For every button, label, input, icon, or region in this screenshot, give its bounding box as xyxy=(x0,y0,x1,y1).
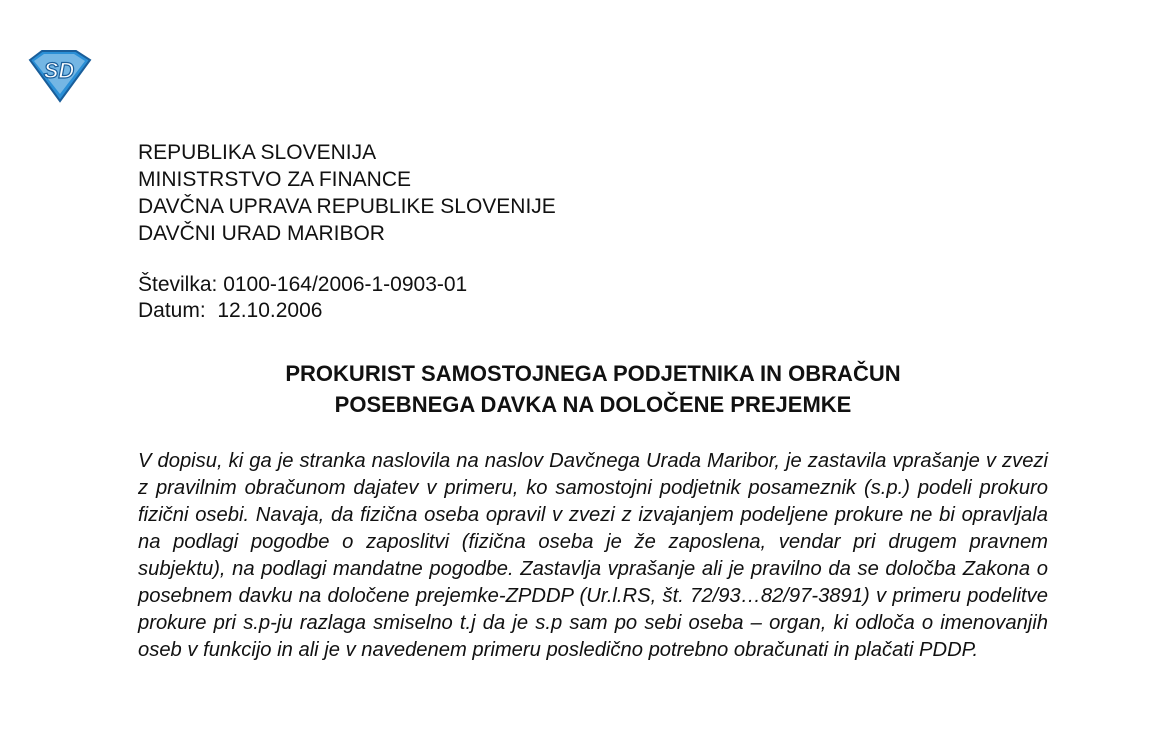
title-line-2: POSEBNEGA DAVKA NA DOLOČENE PREJEMKE xyxy=(334,392,852,417)
body-paragraph: V dopisu, ki ga je stranka naslovila na naslov Davčnega Urada Maribor, je zastavila vprašanje v zvezi z pravilnim obračunom dajatev v primeru, ko samostojni podjetnik posameznik (s.p.) podeli prokuro fizični osebi. Navaja, da fizična oseba opravil v zvezi z izvajanjem podeljene prokure ne bi opravljala na podlagi pogodbe o zaposlitvi (fizična oseba je že zaposlena, vendar pri drugem pravnem subjektu), na podlagi mandatne pogodbe. Zastavlja vprašanje ali je pravilno da se določba Zakona o posebnem davku na določene prejemke-ZPDDP (Ur.l.RS, št. 72/93…82/97-3891) v primeru podelitve prokure pri s.p-ju razlaga smiselno t.j da je s.p sam po sebi oseba – organ, ki odloča o imenovanjih oseb v funkcijo in ali je v navedenem primeru posledično potrebno obračunati in plačati PDDP. xyxy=(138,450,1048,661)
header-line-ministry: MINISTRSTVO ZA FINANCE xyxy=(138,168,412,191)
issuer-header xyxy=(138,139,556,247)
header-line-tax-office: DAVČNI URAD MARIBOR xyxy=(138,222,385,245)
title-line-1: PROKURIST SAMOSTOJNEGA PODJETNIKA IN OBRAČUN xyxy=(285,361,901,386)
reference-block xyxy=(138,272,467,324)
document-date: Datum: 12.10.2006 xyxy=(138,299,323,322)
document-number: Številka: 0100-164/2006-1-0903-01 xyxy=(138,273,468,296)
document-title xyxy=(138,358,1048,420)
header-line-tax-administration: DAVČNA UPRAVA REPUBLIKE SLOVENIJE xyxy=(138,195,556,218)
logo-letters: SD xyxy=(43,58,75,83)
logo xyxy=(22,48,96,104)
durs-logo-icon xyxy=(22,48,96,104)
header-line-republic: REPUBLIKA SLOVENIJA xyxy=(138,141,377,164)
